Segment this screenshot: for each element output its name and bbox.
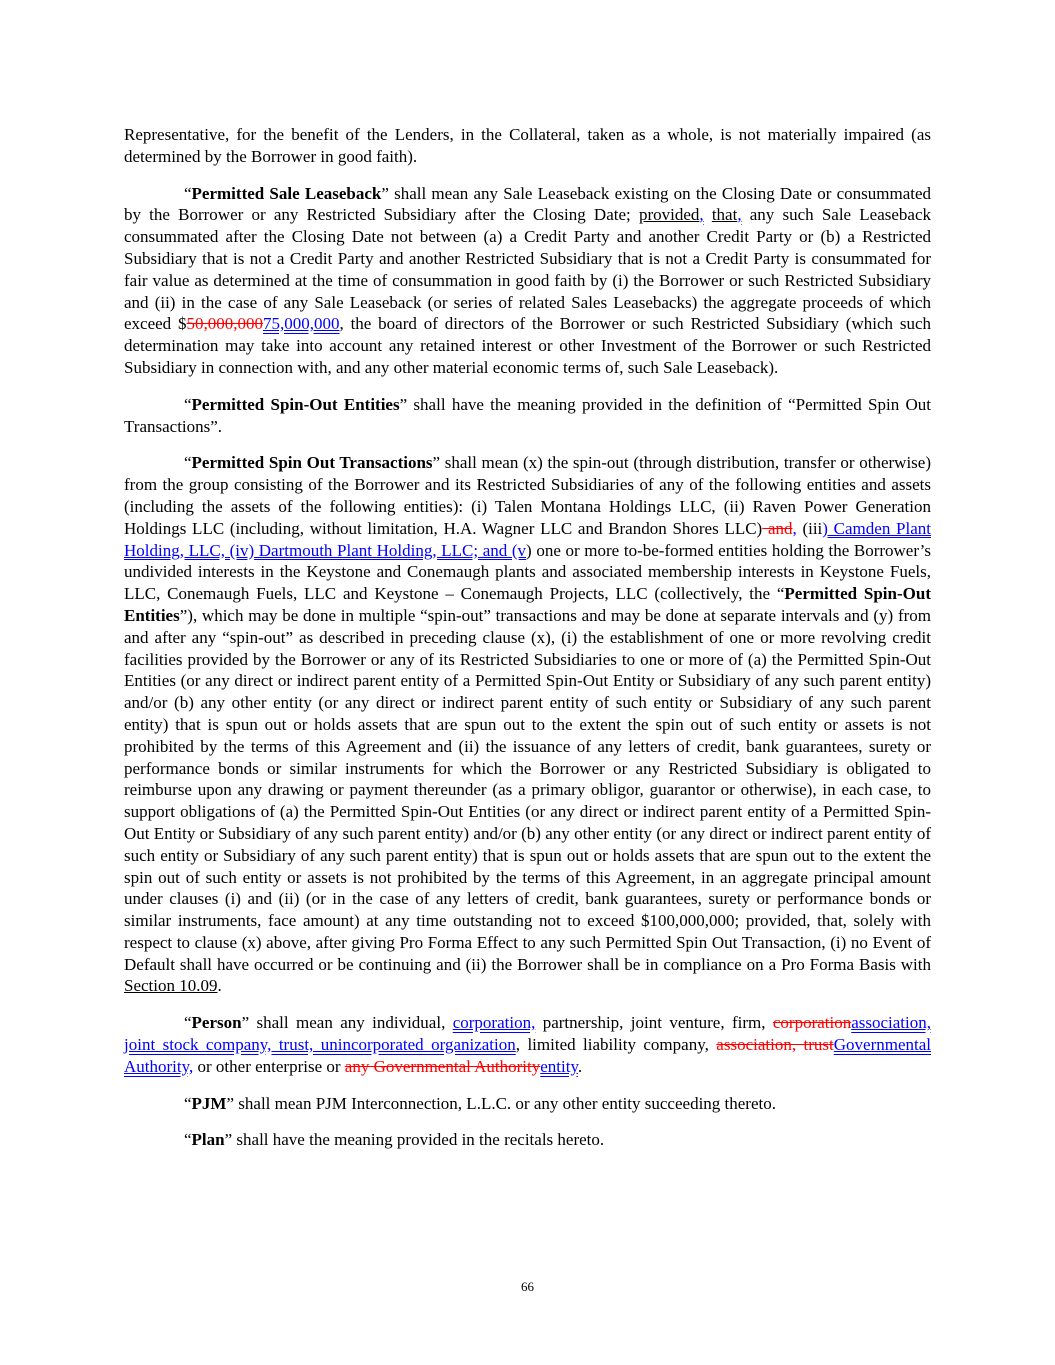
inserted-text: entity [540,1056,578,1076]
open-quote: “ [184,1093,192,1113]
definition-permitted-spin-out-entities [124,394,931,438]
definition-plan [124,1129,931,1151]
open-quote: “ [184,453,192,473]
definition-text: . [577,1056,583,1076]
deleted-text: any Governmental Authority [344,1056,541,1076]
open-quote: “ [184,394,192,414]
continued-paragraph [124,124,931,168]
definition-text: . [217,976,222,996]
definition-person [124,1012,931,1077]
definition-text: any such Sale Leaseback consummated after the Closing Date not between (a) a Credit Party and another Credit Party or (b) a Restricted Subsidiary that is not a Credit Party and another Restricted Subsidiary that is not a Credit Party is consummated for fair value as determined at the time of consummation in good faith by (i) the Borrower or such Restricted Subsidiary and (ii) in the case of any Sale Leaseback (or series of related Sales Leasebacks) the aggregate proceeds of which exceed $ [124,205,932,334]
deleted-text: 50,000,000 [186,314,264,334]
inserted-text: Governmental Authority, [124,1035,931,1076]
definition-text: ” shall mean any individual, [241,1013,453,1033]
definition-text: ” shall have the meaning provided in the definition of “Permitted Spin Out Transactions”. [124,394,931,436]
definition-pjm [124,1093,931,1115]
open-quote: “ [184,183,192,203]
inserted-text: association, joint stock company, trust, unincorporated organization [124,1013,932,1055]
paragraph-text: Representative, for the benefit of the Lenders, in the Collateral, taken as a whole, is not materially impaired (as determined by the Borrower in good faith). [124,125,931,166]
defined-term: Permitted Sale Leaseback [191,183,382,203]
definition-text: , the board of directors of the Borrower or such Restricted Subsidiary (which such determination may take into account any retained interest or other Investment of the Borrower or such Restricted Subsidiary in connection with, and any other material economic terms of, such Sale Leaseback). [124,314,931,377]
definition-text: or other enterprise or [193,1056,345,1076]
definition-text: , limited liability company, [515,1035,717,1055]
defined-term: PJM [191,1093,227,1113]
defined-term: Permitted Spin Out Transactions [191,453,433,473]
definition-text: partnership, joint venture, firm, [535,1013,773,1033]
inserted-text: , [699,205,704,225]
inserted-text: , [737,205,742,225]
definition-permitted-sale-leaseback [124,183,931,379]
definition-permitted-spin-out-transactions [124,452,931,997]
deleted-text: and [762,518,793,538]
inserted-text: ) Camden Plant Holding, LLC, (iv) Dartmouth Plant Holding, LLC; and (v [124,518,931,560]
page-body [124,124,931,1166]
defined-term: Person [191,1013,242,1033]
definition-text: ) one or more to-be-formed entities holding the Borrower’s undivided interests in the Keystone and Conemaugh plants and associated membership interests in Keystone Fuels, LLC, Conemaugh Fuels, LLC and Keystone – Conemaugh Projects, LLC (collectively, the “ [124,540,931,604]
definition-text: ” shall mean (x) the spin-out (through distribution, transfer or otherwise) from the group consisting of the Borrower and its Restricted Subsidiaries of any of the following entities and assets (including the assets of the following entities): (i) Talen Montana Holdings LLC, (ii) Raven Power Generation Holdings LLC (including, without limitation, H.A. Wagner LLC and Brandon Shores LLC) [124,453,932,538]
open-quote: “ [184,1013,192,1033]
definition-text: ” shall mean PJM Interconnection, L.L.C. or any other entity succeeding thereto. [226,1093,776,1113]
section-reference: Section 10.09 [124,976,218,996]
definition-text: ”), which may be done in multiple “spin-out” transactions and may be done at separate intervals and (y) from and after any “spin-out” as described in preceding clause (x), (i) the establishment of one or more revolving credit facilities provided by the Borrower or any of its Restricted Subsidiaries to one or more of (a) the Permitted Spin-Out Entities (or any direct or indirect parent entity of a Permitted Spin-Out Entity or Subsidiary of any such parent entity) and/or (b) any other entity (or any direct or indirect parent entity of such entity or Subsidiary of any such parent entity) that is spun out or holds assets that are spun out to the extent the spin out of such entity or assets is not prohibited by the terms of this Agreement and (ii) the issuance of any letters of credit, bank guarantees, surety or performance bonds or similar instruments for which the Borrower or any Restricted Subsidiary is obligated to reimburse upon any drawing or payment thereunder (as a primary obligor, guarantor or otherwise), in each case, to support obligations of (a) the Permitted Spin-Out Entities (or any direct or indirect parent entity of a Permitted Spin-Out Entity or Subsidiary of any such parent entity) and/or (b) any other entity (or any direct or indirect parent entity of such entity or Subsidiary of any such parent entity) that is spun out or holds assets that are spun out to the extent the spin out of such entity or assets is not prohibited by the terms of this Agreement, in an aggregate principal amount under clauses (i) and (ii) (or in the case of any letters of credit, bank guarantees, surety or performance bonds or similar instruments, face amount) at any time outstanding not to exceed $100,000,000; provided, that, solely with respect to clause (x) above, after giving Pro Forma Effect to any such Permitted Spin Out Transaction, (i) no Event of Default shall have occurred or be continuing and (ii) the Borrower shall be in compliance on a Pro Forma Basis with [124,605,931,974]
defined-term: Permitted Spin-Out Entities [191,394,400,414]
definition-text: ” shall have the meaning provided in the recitals hereto. [224,1130,605,1150]
inserted-text: corporation, [452,1013,536,1033]
inserted-text: 75,000,000 [263,314,340,334]
definition-text: (iii [796,518,823,538]
provided-text: provided [638,205,700,225]
definition-text [704,205,712,224]
definition-text: ” shall mean any Sale Leaseback existing on the Closing Date or consummated by the Borrower or any Restricted Subsidiary after the Closing Date; [124,183,932,225]
inserted-text: , [792,518,797,538]
deleted-text: corporation [772,1013,852,1033]
defined-term: Permitted Spin-Out Entities [124,584,931,625]
deleted-text: association, trust [716,1035,834,1055]
that-text: that [711,205,738,225]
page-number: 66 [521,1279,534,1294]
open-quote: “ [184,1130,192,1150]
defined-term: Plan [191,1130,225,1150]
